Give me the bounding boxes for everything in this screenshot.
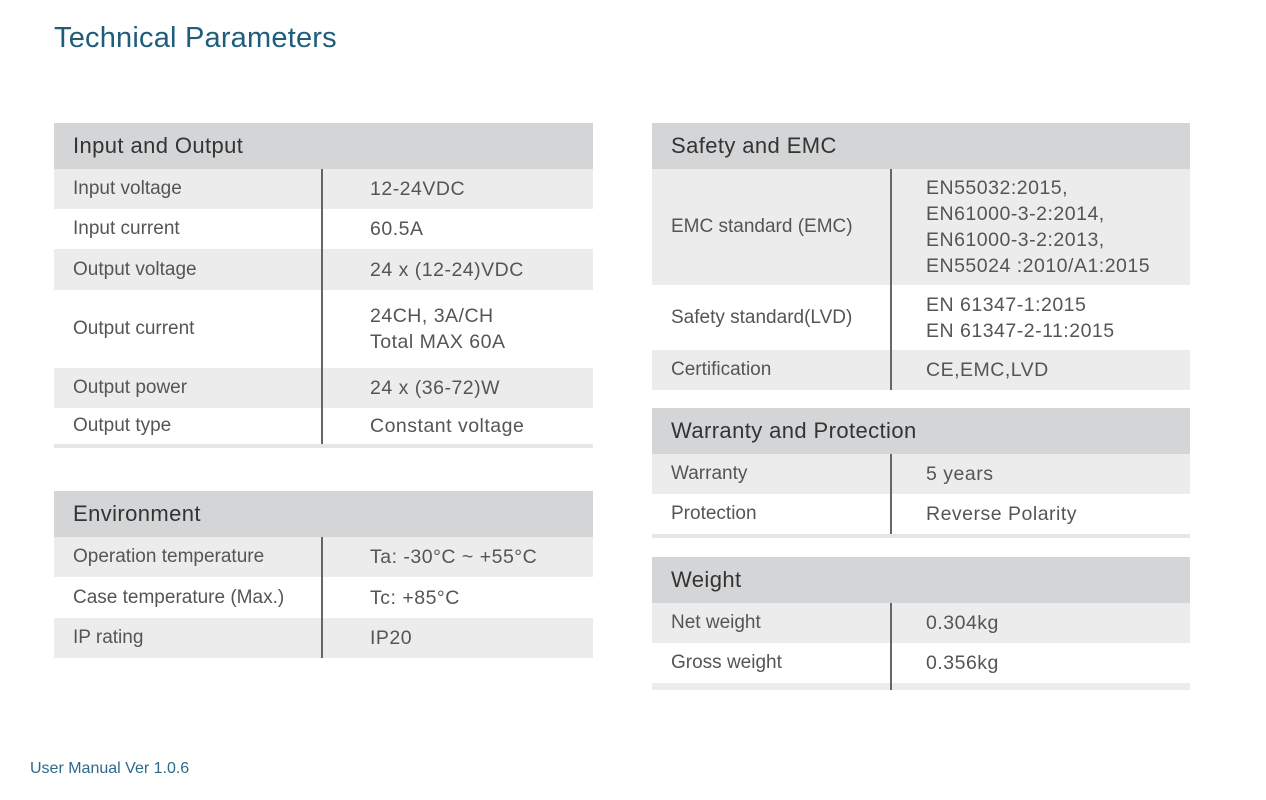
spec-label: Operation temperature <box>54 537 323 577</box>
spec-label: Case temperature (Max.) <box>54 577 323 618</box>
spec-row <box>54 537 593 577</box>
spec-row <box>54 290 593 368</box>
spec-value: EN55032:2015, EN61000-3-2:2014, EN61000-3-2:2013, EN55024 :2010/A1:2015 <box>926 177 1151 277</box>
spec-row <box>54 209 593 249</box>
section-heading: Safety and EMC <box>652 123 1190 169</box>
spec-label: EMC standard (EMC) <box>652 169 892 285</box>
warranty-section <box>652 408 1190 538</box>
input-output-section <box>54 123 593 448</box>
spec-label: Gross weight <box>652 643 892 683</box>
spec-label: Certification <box>652 350 892 390</box>
spec-row <box>652 494 1190 538</box>
spec-label: IP rating <box>54 618 323 658</box>
spec-label: Output power <box>54 368 323 408</box>
spec-value: 5 years <box>926 463 994 485</box>
spec-row <box>54 577 593 618</box>
spec-label: Output current <box>54 290 323 368</box>
safety-emc-section <box>652 123 1190 390</box>
spec-row <box>54 408 593 448</box>
spec-row <box>54 618 593 658</box>
spec-row <box>652 603 1190 643</box>
spec-row <box>652 643 1190 683</box>
spec-value: Tc: +85°C <box>370 586 460 609</box>
weight-section <box>652 557 1190 690</box>
spec-value: Ta: -30°C ~ +55°C <box>370 546 538 568</box>
environment-section <box>54 491 593 658</box>
spec-label: Output voltage <box>54 249 323 290</box>
spec-row <box>54 169 593 209</box>
spec-value: Constant voltage <box>370 415 525 437</box>
spec-value: 24 x (36-72)W <box>370 377 501 399</box>
spec-value: 24CH, 3A/CH Total MAX 60A <box>370 305 506 353</box>
spec-label: Net weight <box>652 603 892 643</box>
spec-label: Safety standard(LVD) <box>652 285 892 350</box>
spec-row <box>652 454 1190 494</box>
footer-version: User Manual Ver 1.0.6 <box>30 760 190 777</box>
spec-label: Input current <box>54 209 323 249</box>
spec-value: 12-24VDC <box>370 178 466 200</box>
spec-row <box>652 285 1190 350</box>
spec-value: 0.356kg <box>926 652 999 674</box>
spec-label: Input voltage <box>54 169 323 209</box>
spec-value: EN 61347-1:2015 EN 61347-2-11:2015 <box>926 293 1115 342</box>
spec-value: 60.5A <box>370 218 424 240</box>
spec-value: CE,EMC,LVD <box>926 359 1049 381</box>
spec-label: Warranty <box>652 454 892 494</box>
page-title: Technical Parameters <box>54 22 337 54</box>
section-heading: Weight <box>652 557 1190 603</box>
spec-value: IP20 <box>370 627 413 649</box>
spec-value: 24 x (12-24)VDC <box>370 258 524 281</box>
spec-row <box>54 249 593 290</box>
spec-row <box>54 368 593 408</box>
spec-row <box>652 350 1190 390</box>
spec-value: Reverse Polarity <box>926 503 1078 525</box>
section-heading: Warranty and Protection <box>652 408 1190 454</box>
spec-label: Protection <box>652 494 892 534</box>
spec-value: 0.304kg <box>926 612 999 634</box>
spec-row <box>652 169 1190 285</box>
section-heading: Environment <box>54 491 593 537</box>
table-bottom-rule <box>652 683 1190 690</box>
section-heading: Input and Output <box>54 123 593 169</box>
spec-label: Output type <box>54 408 323 444</box>
